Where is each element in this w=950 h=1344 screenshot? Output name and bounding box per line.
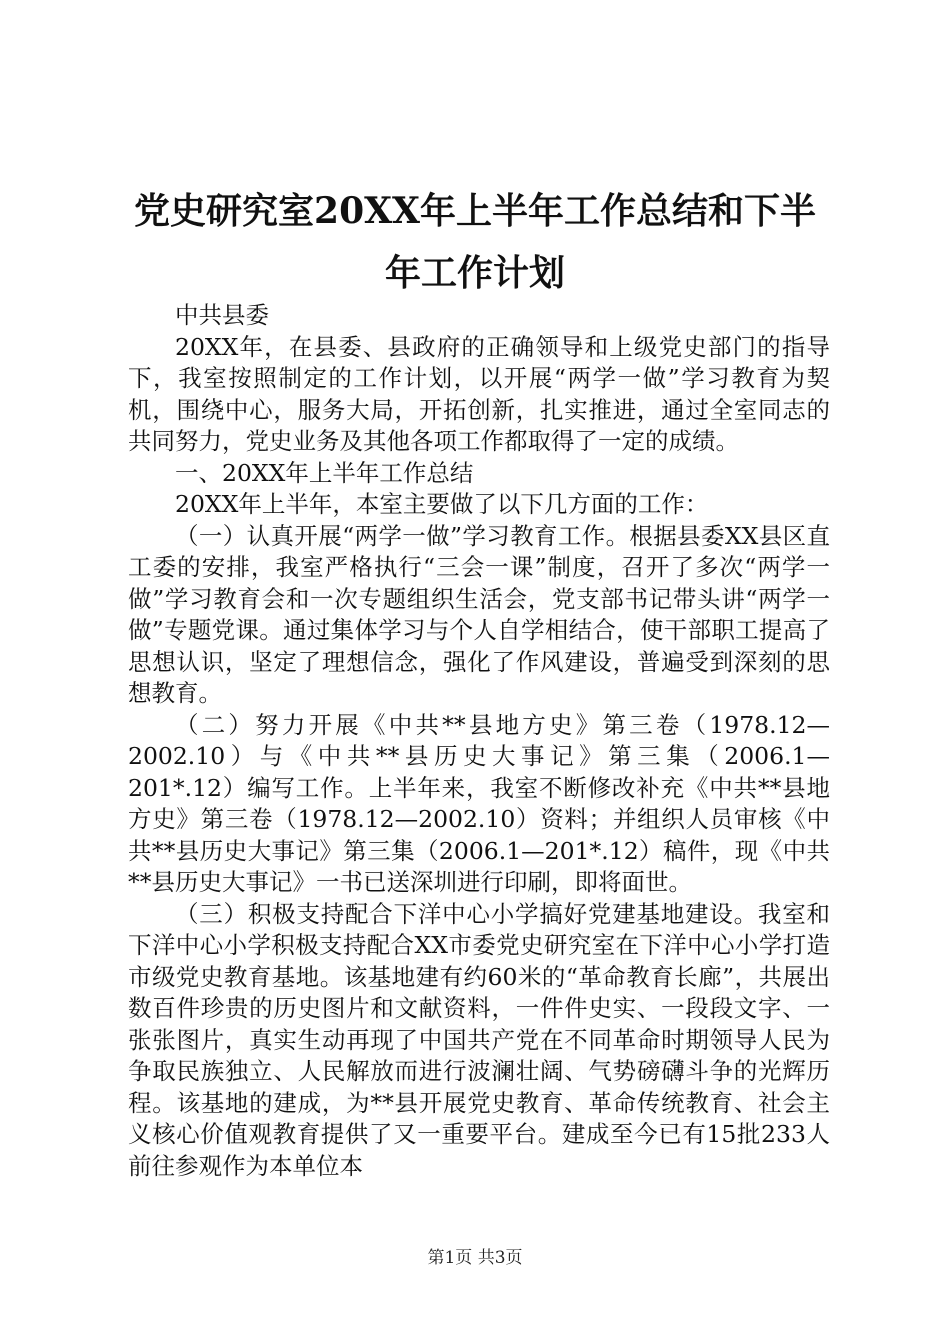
document-body [128,300,830,1182]
page-footer: 第1页 共3页 [427,1248,523,1268]
section-heading-1: 一、20XX年上半年工作总结 [175,458,474,487]
paragraph-summary-lead: 20XX年上半年，本室主要做了以下几方面的工作： [175,490,709,518]
paragraph-item-1: （一）认真开展“两学一做”学习教育工作。根据县委XX县区直工委的安排，我室严格执行“三会一课”制度，召开了多次“两学一做”学习教育会和一次专题组织生活会，党支部书记带头讲“两学一做”专题党课。通过集体学习与个人自学相结合，使干部职工提高了思想认识，坚定了理想信念，强化了作风建设，普遍受到深刻的思想教育。 [128,521,830,707]
paragraph-intro: 20XX年，在县委、县政府的正确领导和上级党史部门的指导下，我室按照制定的工作计划，以开展“两学一做”学习教育为契机，围绕中心，服务大局，开拓创新，扎实推进，通过全室同志的共同努力，党史业务及其他各项工作都取得了一定的成绩。 [128,332,830,455]
paragraph-item-3: （三）积极支持配合下洋中心小学搞好党建基地建设。我室和下洋中心小学积极支持配合XX市委党史研究室在下洋中心小学打造市级党史教育基地。该基地建有约60米的“革命教育长廊”，共展出数百件珍贵的历史图片和文献资料，一件件史实、一段段文字、一张张图片，真实生动再现了中国共产党在不同革命时期领导人民为争取民族独立、人民解放而进行波澜壮阔、气势磅礴斗争的光辉历程。该基地的建成，为**县开展党史教育、革命传统教育、社会主义核心价值观教育提供了又一重要平台。建成至今已有15批233人前往参观作为本单位本 [128,899,830,1180]
document-title: 党史研究室20XX年上半年工作总结和下半年工作计划 [134,190,816,294]
paragraph-item-2: （二）努力开展《中共**县地方史》第三卷（1978.12—2002.10）与《中共**县历史大事记》第三集（2006.1—201*.12）编写工作。上半年来，我室不断修改补充《中共**县地方史》第三卷（1978.12—2002.10）资料；并组织人员审核《中共**县历史大事记》第三集（2006.1—201*.12）稿件，现《中共**县历史大事记》一书已送深圳进行印刷，即将面世。 [128,710,830,896]
paragraph-addressee: 中共县委 [175,301,269,329]
